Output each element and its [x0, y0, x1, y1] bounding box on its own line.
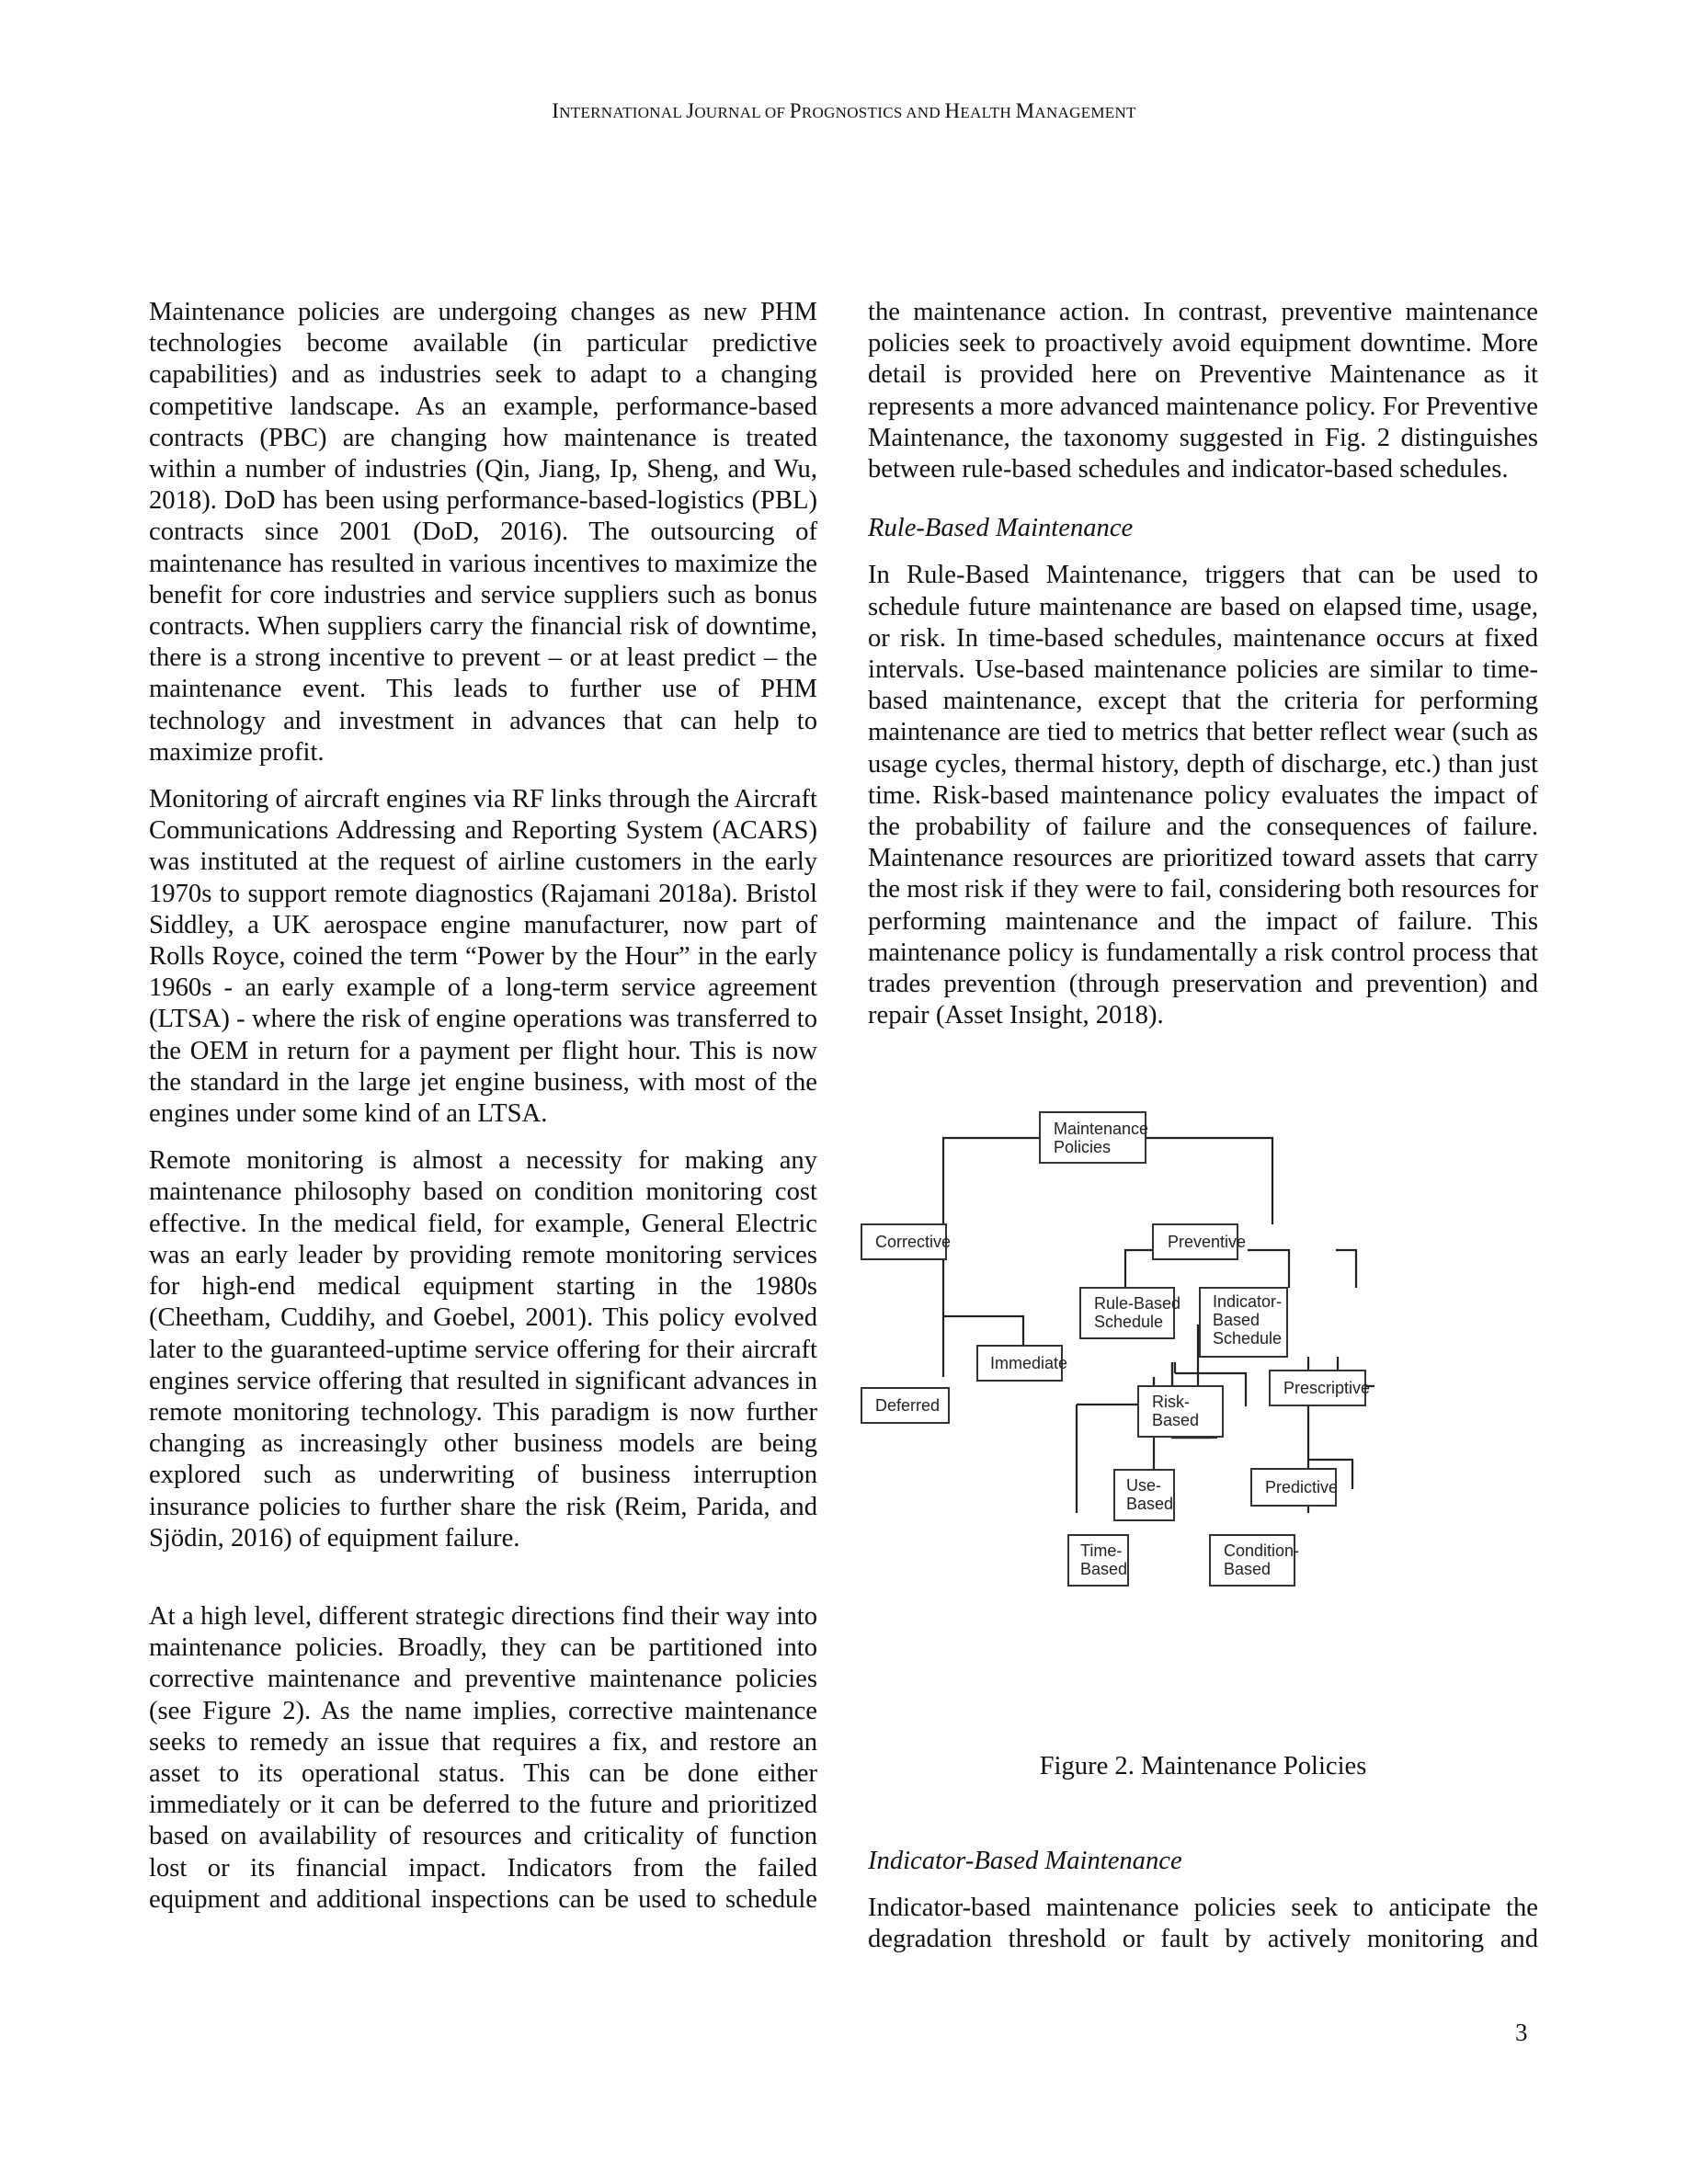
header-text: EALTH	[960, 104, 1016, 121]
node-label: Schedule	[1094, 1313, 1164, 1331]
header-text: ANAGEMENT	[1034, 104, 1136, 121]
paragraph: the maintenance action. In contrast, preventive maintenance policies seek to proactively avoid equipment downtime. More detail is provided here on Preventive Maintenance as it represents a more advanced maintenance policy. For Preventive Maintenance, the taxonomy suggested in Fig. 2 distinguishes between rule-based schedules and indicator-based schedules.	[868, 298, 1538, 484]
header-text: I	[552, 99, 560, 122]
paragraph: Monitoring of aircraft engines via RF links through the Aircraft Communications Addressing and Reporting System (ACARS) was instituted at the request of airline customers in the early 1970s to support remote diagnostics (Rajamani 2018a). Bristol Siddley, a UK aerospace engine manufacturer, now part of Rolls Royce, coined the term “Power by the Hour” in the early 1960s - an early example of a long-term service agreement (LTSA) - where the risk of engine operations was transferred to the OEM in return for a payment per flight hour. This is now the standard in the large jet engine business, with most of the engines under some kind of an LTSA.	[149, 785, 817, 1129]
node-label: Use-	[1126, 1476, 1162, 1495]
paragraph: Remote monitoring is almost a necessity for making any maintenance philosophy based on condition monitoring cost effective. In the medical field, for example, General Electric was an early leader by providing remote monitoring services for high-end medical equipment starting in the 1980s (Cheetham, Cuddihy, and Goebel, 2001). This policy evolved later to the guaranteed-uptime service offering for their aircraft engines service offering that resulted in significant advances in remote monitoring technology. This paradigm is now further changing as increasingly other business models are being explored such as underwriting of business interruption insurance policies to further share the risk (Reim, Parida, and Sjödin, 2016) of equipment failure.	[149, 1146, 817, 1553]
node-predictive	[1251, 1469, 1338, 1506]
maintenance-policy-diagram	[860, 1110, 1522, 1717]
node-label: Corrective	[875, 1233, 952, 1251]
node-label: Policies	[1054, 1138, 1112, 1156]
node-label: Time-	[1080, 1541, 1123, 1560]
header-text: M	[1015, 99, 1035, 122]
node-label: Based	[1224, 1560, 1272, 1578]
right-column-bottom	[868, 1846, 1538, 1956]
paragraph: At a high level, different strategic directions find their way into maintenance policies. Broadly, they can be partitioned into corrective maintenance and preventive maintenance policies (see Figure 2). As the name implies, corrective maintenance seeks to remedy an issue that requires a fix, and restore an asset to its operational status. This can be done either immediately or it can be deferred to the future and prioritized based on availability of resources and criticality of function lost or its financial impact. Indicators from the failed equipment and additional inspections can be used to schedule	[149, 1601, 817, 1914]
node-label: Predictive	[1265, 1478, 1339, 1496]
header-text: OURNAL OF	[694, 104, 790, 121]
node-label: Immediate	[990, 1354, 1068, 1372]
left-column	[149, 297, 817, 1916]
paragraph: Maintenance policies are undergoing changes as new PHM technologies become available (in particular predictive capabilities) and as industries seek to adapt to a changing competitive landscape. As an example, performance-based contracts (PBC) are changing how maintenance is treated within a number of industries (Qin, Jiang, Ip, Sheng, and Wu, 2018). DoD has been using performance-based-logistics (PBL) contracts since 2001 (DoD, 2016). The outsourcing of maintenance has resulted in various incentives to maximize the benefit for core industries and service suppliers such as bonus contracts. When suppliers carry the financial risk of downtime, there is a strong incentive to prevent – or at least predict – the maintenance event. This leads to further use of PHM technology and investment in advances that can help to maximize profit.	[149, 298, 817, 767]
paragraph: Indicator-based maintenance policies seek to anticipate the degradation threshold or fault by actively monitoring and	[868, 1894, 1538, 1954]
node-immediate	[977, 1346, 1067, 1381]
figure-caption: Figure 2. Maintenance Policies	[1039, 1752, 1367, 1780]
section-heading: Indicator-Based Maintenance	[868, 1847, 1182, 1875]
node-condition-based	[1210, 1535, 1299, 1586]
header-text: ROGNOSTICS AND	[801, 104, 945, 121]
node-label: Rule-Based	[1094, 1294, 1181, 1313]
node-label: Indicator-	[1213, 1292, 1283, 1311]
node-label: Deferred	[875, 1396, 941, 1415]
node-label: Prescriptive	[1283, 1379, 1371, 1397]
node-label: Risk-	[1152, 1393, 1190, 1411]
node-label: Preventive	[1168, 1233, 1247, 1251]
header-text: J	[686, 99, 695, 122]
node-label: Condition-	[1224, 1541, 1300, 1560]
running-header	[0, 99, 1688, 123]
node-maintenance-policies	[1040, 1112, 1148, 1163]
section-heading: Rule-Based Maintenance	[868, 514, 1134, 543]
node-label: Based	[1213, 1311, 1260, 1329]
page-number: 3	[1515, 2019, 1528, 2046]
node-label: Maintenance	[1054, 1120, 1149, 1138]
node-corrective	[861, 1224, 951, 1259]
node-prescriptive	[1270, 1371, 1370, 1405]
node-preventive	[1153, 1224, 1246, 1259]
paragraph: In Rule-Based Maintenance, triggers that can be used to schedule future maintenance are based on elapsed time, usage, or risk. In time-based schedules, maintenance occurs at fixed intervals. Use-based maintenance policies are similar to time-based maintenance, except that the criteria for performing maintenance are tied to metrics that better reflect wear (such as usage cycles, thermal history, depth of discharge, etc.) than just time. Risk-based maintenance policy evaluates the impact of the probability of failure and the consequences of failure. Maintenance resources are prioritized toward assets that carry the most risk if they were to fail, considering both resources for performing maintenance and the impact of failure. This maintenance policy is fundamentally a risk control process that trades prevention (through preservation and prevention) and repair (Asset Insight, 2018).	[868, 561, 1538, 1030]
header-text: P	[789, 99, 802, 122]
node-risk-based	[1138, 1386, 1223, 1437]
node-time-based	[1068, 1535, 1128, 1586]
node-indicator-based-schedule	[1200, 1288, 1287, 1357]
diagram-svg	[860, 1110, 1522, 1717]
node-use-based	[1114, 1470, 1174, 1520]
header-text: H	[944, 99, 961, 122]
node-rule-based-schedule	[1080, 1288, 1180, 1338]
header-text: NTERNATIONAL	[559, 104, 687, 121]
node-label: Based	[1152, 1411, 1200, 1429]
node-label: Based	[1080, 1560, 1128, 1578]
node-label: Schedule	[1213, 1329, 1283, 1348]
right-column	[868, 297, 1538, 1031]
node-deferred	[861, 1388, 949, 1423]
node-label: Based	[1126, 1495, 1174, 1513]
